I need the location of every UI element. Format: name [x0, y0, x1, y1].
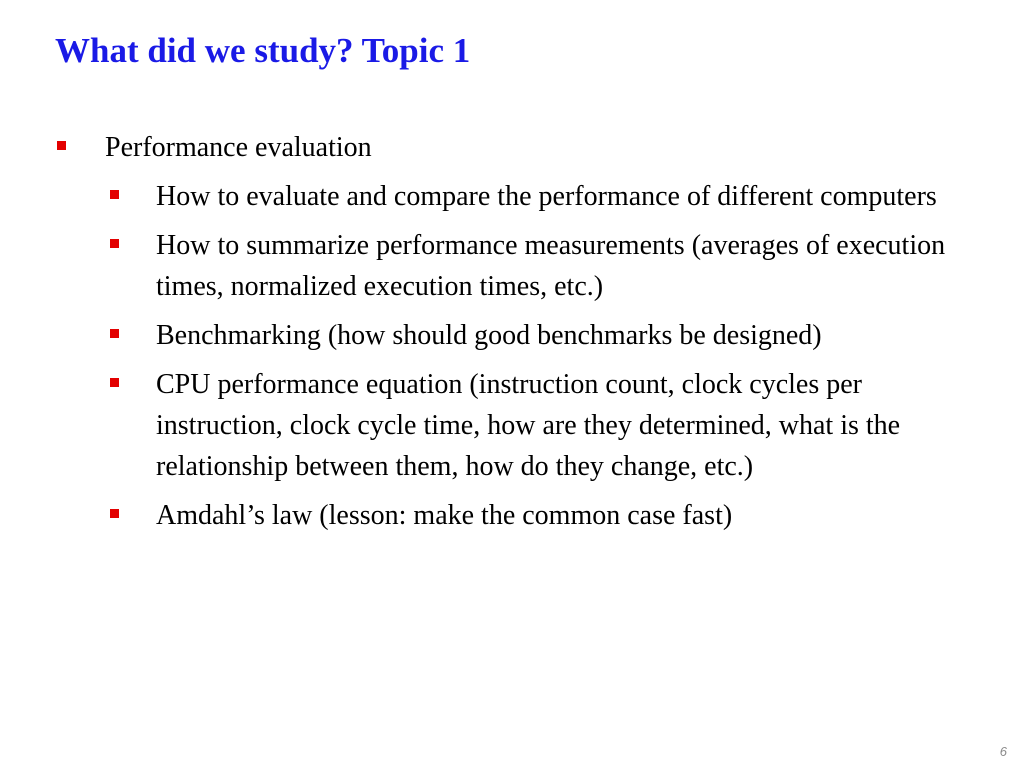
bullet-list [0, 127, 1024, 544]
slide-title: What did we study? Topic 1 [55, 31, 471, 70]
red-square-bullet-icon [57, 141, 66, 150]
red-square-bullet-icon [110, 509, 119, 518]
main-bullet-item [0, 127, 1024, 168]
sub-bullet-text: CPU performance equation (instruction count, clock cycles per instruction, clock cycle time, how are they determined, what is the relationship between them, how do they change, etc.) [156, 369, 901, 482]
sub-bullet-item [0, 315, 1024, 356]
sub-bullet-item [0, 364, 1024, 487]
red-square-bullet-icon [110, 378, 119, 387]
sub-bullet-text: Amdahl’s law (lesson: make the common case fast) [156, 500, 733, 531]
sub-bullet-text: How to summarize performance measurements (averages of execution times, normalized execution times, etc.) [156, 230, 946, 302]
sub-bullet-item [0, 176, 1024, 217]
red-square-bullet-icon [110, 190, 119, 199]
sub-bullet-item [0, 495, 1024, 536]
red-square-bullet-icon [110, 239, 119, 248]
page-number: 6 [999, 744, 1007, 759]
sub-bullet-text: Benchmarking (how should good benchmarks be designed) [156, 320, 822, 351]
red-square-bullet-icon [110, 329, 119, 338]
sub-bullet-text: How to evaluate and compare the performance of different computers [156, 181, 937, 212]
main-bullet-text: Performance evaluation [105, 132, 372, 163]
sub-bullet-item [0, 225, 1024, 307]
